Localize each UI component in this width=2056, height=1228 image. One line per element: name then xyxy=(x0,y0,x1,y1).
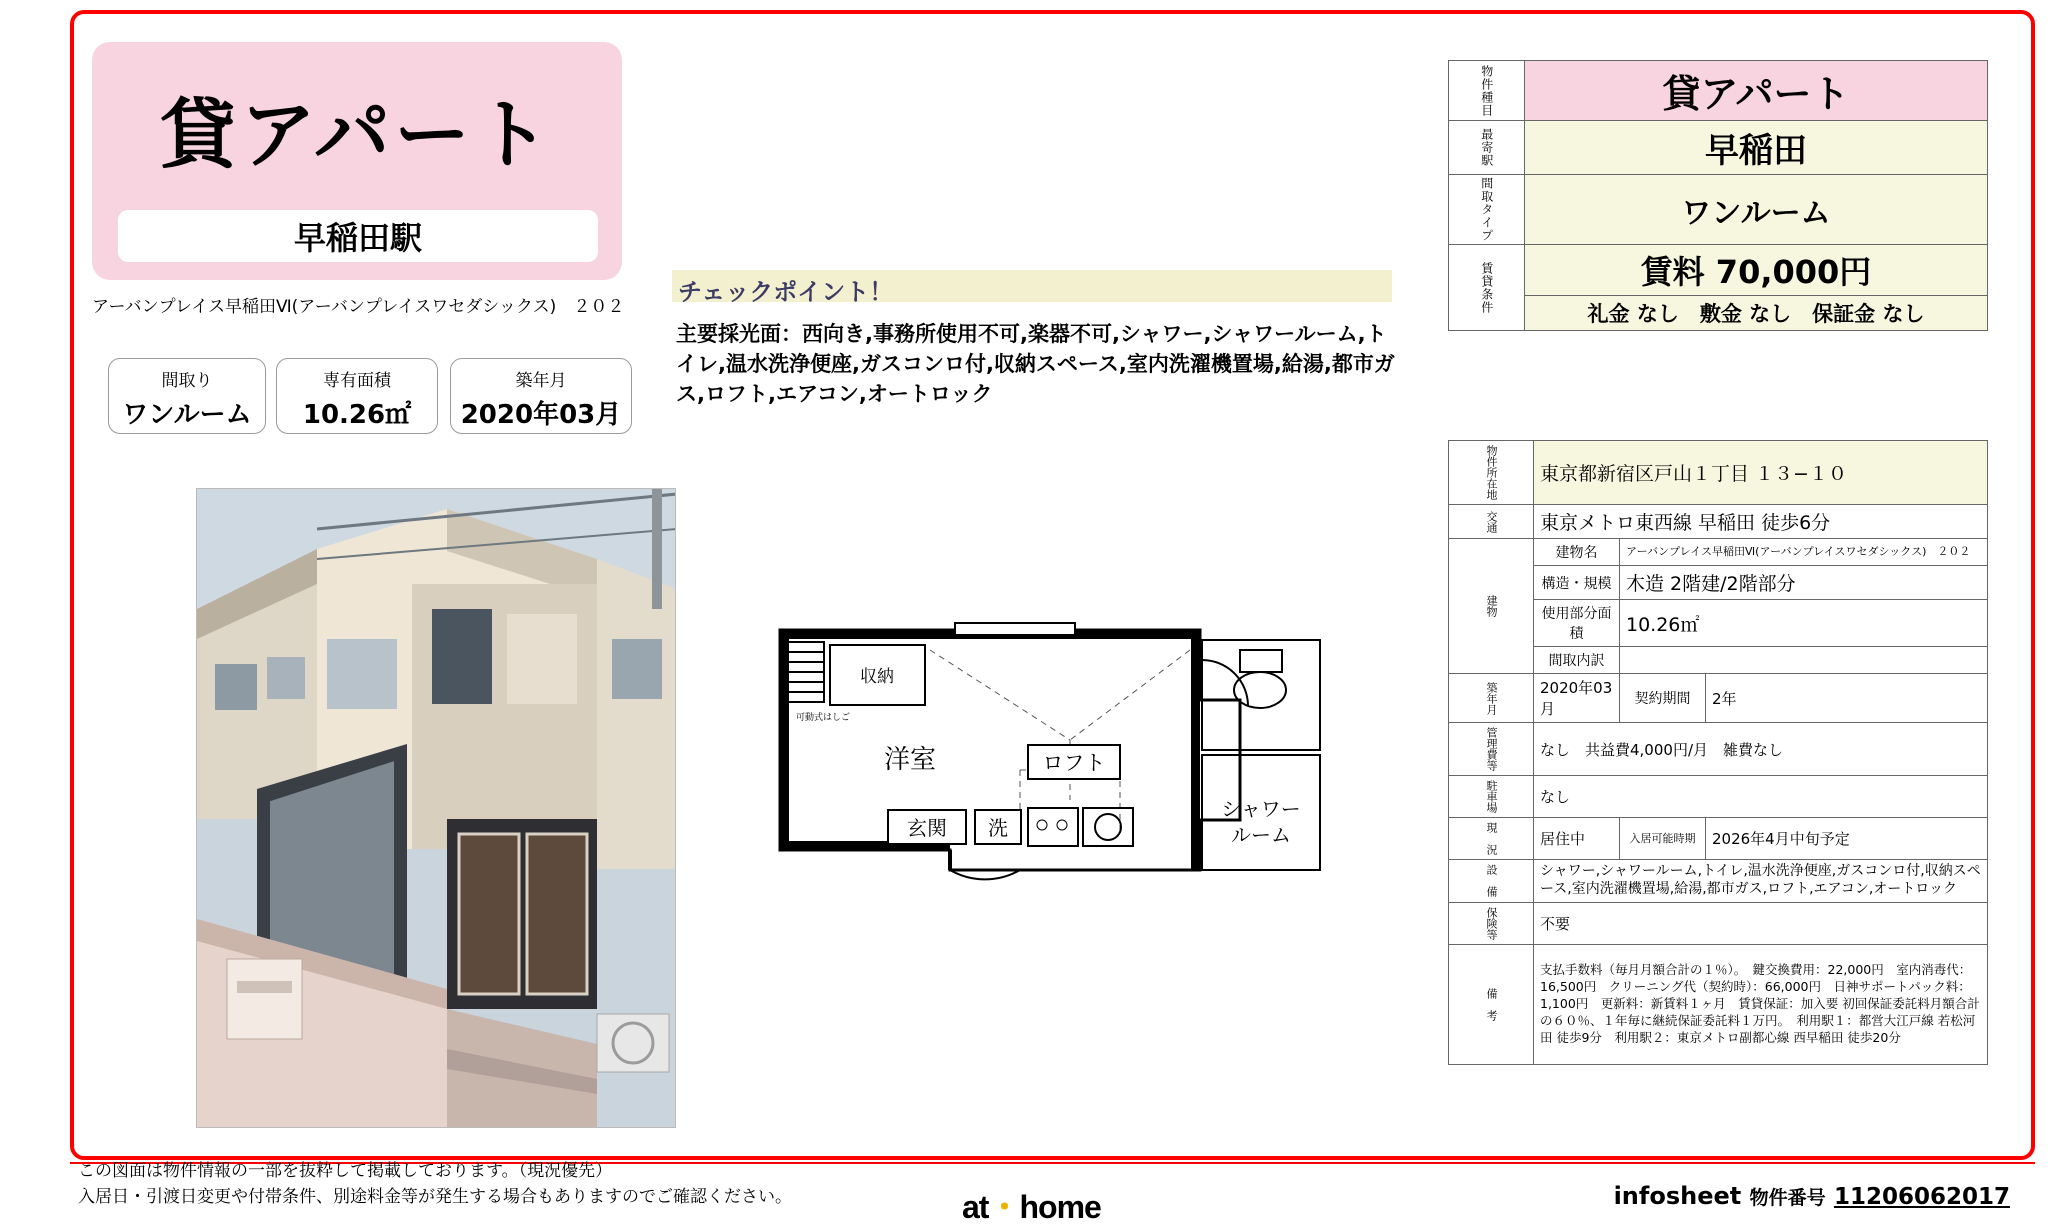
row-head-built: 築年月 xyxy=(1449,674,1534,723)
row-head-insurance: 保険等 xyxy=(1449,902,1534,944)
summary-table xyxy=(1448,60,1988,331)
detail-table xyxy=(1448,440,1988,1065)
infosheet-footer xyxy=(1614,1182,2010,1210)
table-row-equipment xyxy=(1449,860,1988,903)
row-value-built: 2020年03月 xyxy=(1534,674,1620,723)
row-value-layout: ワンルーム xyxy=(1524,175,1987,245)
row-value-property-type: 貸アパート xyxy=(1524,61,1987,121)
property-type-title: 貸アパート xyxy=(160,90,554,179)
building-name: アーバンプレイス早稲田Ⅵ(アーバンプレイスワセダシックス) ２０２ xyxy=(92,297,625,317)
property-no-label: 物件番号 xyxy=(1749,1187,1826,1209)
sub-label-building-name: 建物名 xyxy=(1534,539,1620,566)
checkpoint-title: チェックポイント！ xyxy=(678,278,894,306)
row-value-insurance: 不要 xyxy=(1534,902,1988,944)
room-label-shower-line2: ルーム xyxy=(1231,823,1291,847)
station-badge: 早稲田駅 xyxy=(118,210,598,262)
sub-label-available: 入居可能時期 xyxy=(1620,818,1706,860)
footer-disclaimer-line2: 入居日・引渡日変更や付帯条件、別途料金等が発生する場合もありますのでご確認ください。 xyxy=(78,1187,792,1208)
table-row-station xyxy=(1449,121,1988,175)
property-no-value: 11206062017 xyxy=(1833,1184,2010,1210)
row-head-station: 最寄駅 xyxy=(1449,121,1525,175)
footer-disclaimer xyxy=(78,1158,958,1211)
sub-value-building-name: アーバンプレイス早稲田Ⅵ(アーバンプレイスワセダシックス) ２０２ xyxy=(1620,539,1988,566)
table-row-conditions xyxy=(1449,296,1988,331)
chip-built-value: 2020年03月 xyxy=(460,400,622,430)
table-row-layout xyxy=(1449,175,1988,245)
table-row-built xyxy=(1449,674,1988,723)
room-label-western: 洋室 xyxy=(883,745,937,775)
exterior-photo xyxy=(196,488,676,1128)
row-head-building: 建物 xyxy=(1449,539,1534,674)
row-value-access: 東京メトロ東西線 早稲田 徒歩6分 xyxy=(1534,505,1988,539)
chip-layout-value: ワンルーム xyxy=(122,400,252,430)
chip-area xyxy=(276,358,438,434)
footer-disclaimer-line1: この図面は物件情報の一部を抜粋して掲載しております。（現況優先） xyxy=(78,1161,613,1181)
table-row-property-type xyxy=(1449,61,1988,121)
chip-built-label: 築年月 xyxy=(515,371,567,391)
room-label-entrance: 玄関 xyxy=(907,816,947,840)
room-label-storage: 収納 xyxy=(860,667,894,687)
table-row-mgmt xyxy=(1449,723,1988,776)
row-value-conditions: 礼金 なし 敷金 なし 保証金 なし xyxy=(1524,296,1987,331)
row-head-parking: 駐車場 xyxy=(1449,776,1534,818)
sub-value-contract: 2年 xyxy=(1706,674,1988,723)
row-head-equipment: 設 備 xyxy=(1449,860,1534,903)
sub-label-area: 使用部分面積 xyxy=(1534,600,1620,647)
chip-area-label: 専有面積 xyxy=(323,371,391,391)
row-value-address: 東京都新宿区戸山１丁目 １３−１０ xyxy=(1534,441,1988,505)
room-label-loft: ロフト xyxy=(1042,751,1106,775)
athome-logo-home: home xyxy=(1019,1189,1101,1225)
table-row-access xyxy=(1449,505,1988,539)
chip-built xyxy=(450,358,632,434)
athome-logo-at: at xyxy=(962,1189,989,1225)
sub-value-layout xyxy=(1620,647,1988,674)
floor-plan xyxy=(770,620,1360,900)
exterior-photo-illustration xyxy=(197,489,676,1128)
table-row-rent xyxy=(1449,245,1988,296)
floor-plan-drawing xyxy=(770,620,1360,900)
chip-layout-label: 間取り xyxy=(161,371,213,391)
row-value-status: 居住中 xyxy=(1534,818,1620,860)
row-value-remarks: 支払手数料（毎月月額合計の１％）。 鍵交換費用：22,000円 室内消毒代：16,500円 クリーニング代（契約時）：66,000円 日神サポートパック料：1,100円 更新料：新賃料１ヶ月 賃貸保証：加入要 初回保証委託料月額合計の６０％、１年毎に継続保証委託料１万円。 利用駅１：都営大江戸線 若松河田 徒歩9分 利用駅２：東京メトロ副都心線 西早稲田 徒歩20分 xyxy=(1534,944,1988,1064)
row-head-access: 交通 xyxy=(1449,505,1534,539)
checkpoint-body: 主要採光面：西向き,事務所使用不可,楽器不可,シャワー,シャワールーム,トイレ,温水洗浄便座,ガスコンロ付,収納スペース,室内洗濯機置場,給湯,都市ガス,ロフト,エアコン,オートロック xyxy=(676,322,1395,406)
row-head-layout: 間取タイプ xyxy=(1449,175,1525,245)
table-row-status xyxy=(1449,818,1988,860)
sub-label-structure: 構造・規模 xyxy=(1534,566,1620,600)
ladder-label: 可動式はしご xyxy=(796,713,851,723)
row-head-mgmt: 管理費等 xyxy=(1449,723,1534,776)
sub-value-area: 10.26㎡ xyxy=(1620,600,1988,647)
chip-area-value: 10.26㎡ xyxy=(302,400,412,430)
row-head-address: 物件所在地 xyxy=(1449,441,1534,505)
table-row-building-name xyxy=(1449,539,1988,566)
row-head-remarks: 備 考 xyxy=(1449,944,1534,1064)
room-label-washer: 洗 xyxy=(988,816,1008,840)
athome-logo xyxy=(962,1182,1101,1228)
chip-layout xyxy=(108,358,266,434)
table-row-remarks xyxy=(1449,944,1988,1064)
row-value-equipment: シャワー,シャワールーム,トイレ,温水洗浄便座,ガスコンロ付,収納スペース,室内洗濯機置場,給湯,都市ガス,ロフト,エアコン,オートロック xyxy=(1534,860,1988,903)
row-value-rent: 賃料 70,000円 xyxy=(1524,245,1987,296)
property-type-card xyxy=(92,42,622,280)
row-head-status: 現 況 xyxy=(1449,818,1534,860)
sub-label-layout: 間取内訳 xyxy=(1534,647,1620,674)
row-value-station: 早稲田 xyxy=(1524,121,1987,175)
summary-chips xyxy=(108,358,648,434)
row-value-parking: なし xyxy=(1534,776,1988,818)
row-head-rent: 賃貸条件 xyxy=(1449,245,1525,331)
infosheet-label: infosheet xyxy=(1613,1182,1742,1210)
table-row-parking xyxy=(1449,776,1988,818)
row-value-mgmt: なし 共益費4,000円/月 雑費なし xyxy=(1534,723,1988,776)
room-label-shower-line1: シャワー xyxy=(1221,797,1301,821)
sub-value-available: 2026年4月中旬予定 xyxy=(1706,818,1988,860)
sub-value-structure: 木造 2階建/2階部分 xyxy=(1620,566,1988,600)
athome-logo-dot: ・ xyxy=(988,1189,1020,1225)
table-row-insurance xyxy=(1449,902,1988,944)
table-row-address xyxy=(1449,441,1988,505)
sub-label-contract: 契約期間 xyxy=(1620,674,1706,723)
row-head-property-type: 物件種目 xyxy=(1449,61,1525,121)
